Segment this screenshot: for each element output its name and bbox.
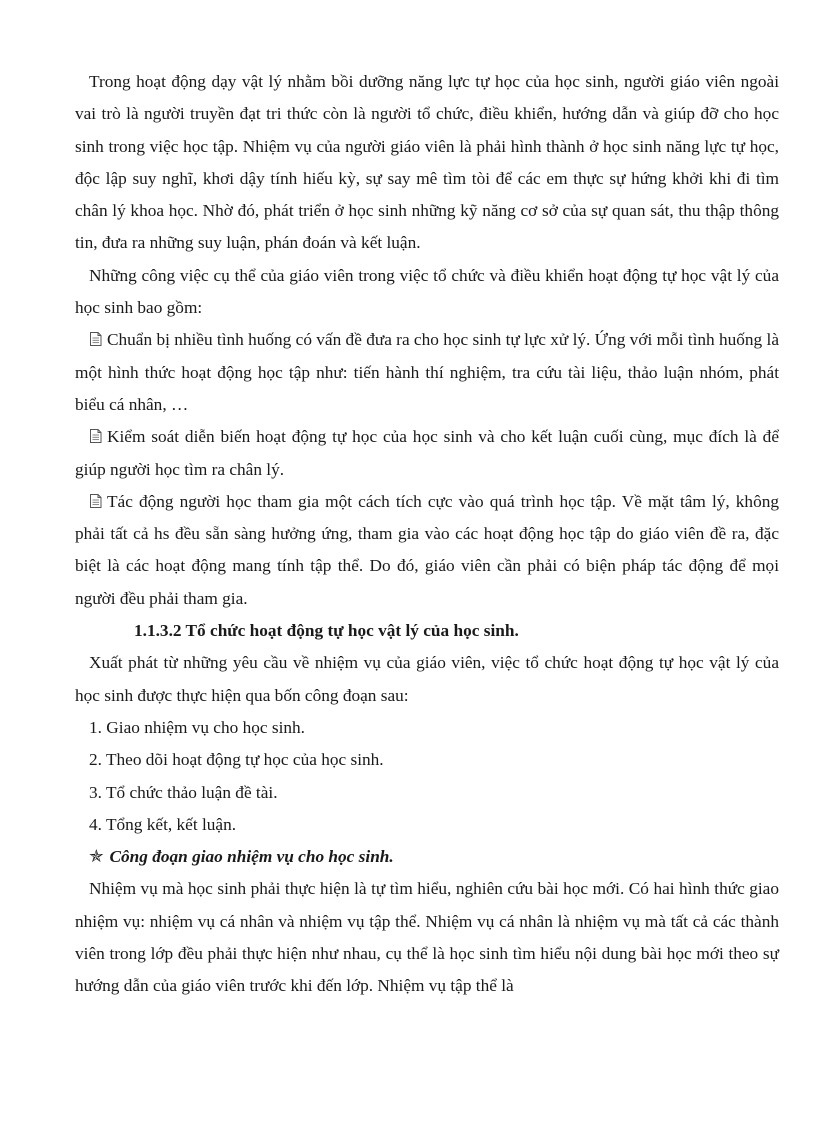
step-item: 4. Tổng kết, kết luận. xyxy=(89,814,237,834)
section-intro: Xuất phát từ những yêu cầu về nhiệm vụ của giáo viên, việc tổ chức hoạt động tự học vật lý của học sinh được thực hiện qua bốn công đoạn sau: xyxy=(75,653,779,705)
star-icon: ✯ xyxy=(89,847,104,867)
bullet-item xyxy=(75,421,779,486)
bullet-text: Tác động người học tham gia một cách tích cực vào quá trình học tập. Về mặt tâm lý, không phải tất cả hs đều sẵn sàng hưởng ứng, tham gia vào các hoạt động học tập do giáo viên đề ra, đặc biệt là các hoạt động mang tính tập thể. Do đó, giáo viên cần phải có biện pháp tác động để mọi người đều phải tham gia. xyxy=(75,491,779,608)
bullet-item xyxy=(75,324,779,421)
bullet-item xyxy=(75,486,779,615)
subsection-heading-text: Công đoạn giao nhiệm vụ cho học sinh. xyxy=(109,847,394,867)
bullet-text: Chuẩn bị nhiều tình huống có vấn đề đưa ra cho học sinh tự lực xử lý. Ứng với mỗi tình huống là một hình thức hoạt động học tập như: tiến hành thí nghiệm, tra cứu tài liệu, thảo luận nhóm, phát biểu cá nhân, … xyxy=(75,330,779,414)
step-item: 1. Giao nhiệm vụ cho học sinh. xyxy=(89,717,305,737)
section-closing: Nhiệm vụ mà học sinh phải thực hiện là tự tìm hiểu, nghiên cứu bài học mới. Có hai hình thức giao nhiệm vụ: nhiệm vụ cá nhân và nhiệm vụ tập thể. Nhiệm vụ cá nhân là nhiệm vụ mà tất cả các thành viên trong lớp đều phải thực hiện như nhau, cụ thể là học sinh tìm hiểu nội dung bài học mới theo sự hướng dẫn của giáo viên trước khi đến lớp. Nhiệm vụ tập thể là xyxy=(75,879,779,996)
bullet-text: Kiểm soát diễn biến hoạt động tự học của học sinh và cho kết luận cuối cùng, mục đích là để giúp người học tìm ra chân lý. xyxy=(75,427,779,479)
document-icon xyxy=(89,429,102,443)
subsection-heading xyxy=(75,841,779,873)
document-icon xyxy=(89,494,102,508)
step-item: 3. Tổ chức thảo luận đề tài. xyxy=(89,782,278,802)
step-item: 2. Theo dõi hoạt động tự học của học sinh. xyxy=(89,750,384,770)
document-icon xyxy=(89,332,102,346)
document-page xyxy=(75,66,779,1003)
paragraph-intro: Trong hoạt động dạy vật lý nhằm bồi dưỡng năng lực tự học của học sinh, người giáo viên ngoài vai trò là người truyền đạt tri thức còn là người tổ chức, điều khiển, hướng dẫn và giúp đỡ cho học sinh trong việc học tập. Nhiệm vụ của người giáo viên là phải hình thành ở học sinh năng lực tự học, độc lập suy nghĩ, khơi dậy tính hiếu kỳ, sự say mê tìm tòi để các em thực sự hứng khởi khi đi tìm chân lý khoa học. Nhờ đó, phát triển ở học sinh những kỹ năng cơ sở của sự quan sát, thu thập thông tin, đưa ra những suy luận, phán đoán và kết luận. xyxy=(75,72,779,253)
section-heading: 1.1.3.2 Tổ chức hoạt động tự học vật lý của học sinh. xyxy=(134,621,519,641)
paragraph-tasks-lead: Những công việc cụ thể của giáo viên trong việc tổ chức và điều khiển hoạt động tự học vật lý của học sinh bao gồm: xyxy=(75,265,779,318)
